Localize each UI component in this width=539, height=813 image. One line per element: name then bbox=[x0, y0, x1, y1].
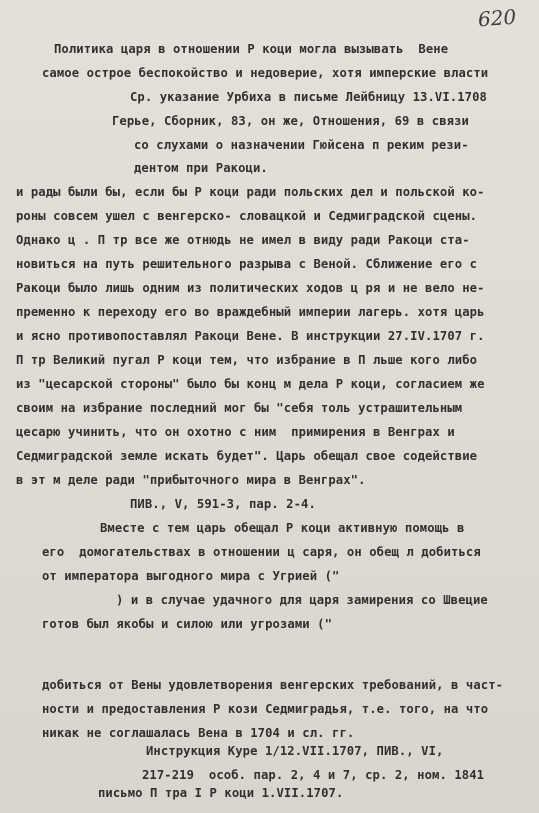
text-line: роны совсем ушел с венгерско- словацкой и Седмиградской сцены. bbox=[16, 209, 478, 223]
footnote-line: со слухами о назначении Гюйсена п реким рези- bbox=[134, 138, 469, 152]
citation-line: ПИВ., V, 591-3, пар. 2-4. bbox=[130, 497, 316, 511]
footnote-line: дентом при Ракоци. bbox=[134, 161, 268, 175]
text-line: от императора выгодного мира с Угрией (" bbox=[42, 569, 340, 583]
text-line: Политика царя в отношении Р коци могла вызывать Вене bbox=[54, 42, 449, 56]
text-line: и ясно противопоставлял Ракоци Вене. В инструкции 27.IV.1707 г. bbox=[16, 329, 485, 343]
text-line: из "цесарской стороны" было бы конц м дела Р коци, согласием же bbox=[16, 377, 485, 391]
text-line: своим на избрание последний мог бы "себя толь устрашительным bbox=[16, 401, 463, 415]
text-line: новиться на путь решительного разрыва с Веной. Сближение его с bbox=[16, 257, 478, 271]
text-line: П тр Великий пугал Р коци тем, что избрание в П льше кого либо bbox=[16, 353, 478, 367]
text-line: и рады были бы, если бы Р коци ради польских дел и польской ко- bbox=[16, 185, 485, 199]
text-line: Ракоци было лишь одним из политических ходов ц ря и не вело не- bbox=[16, 281, 485, 295]
text-line: ) и в случае удачного для царя замирения со Швецие bbox=[116, 593, 488, 607]
citation-line: письмо П тра I Р коци 1.VII.1707. bbox=[98, 786, 344, 800]
footnote-line: Герье, Сборник, 83, он же, Отношения, 69 в связи bbox=[112, 114, 469, 128]
text-line: ности и предоставления Р кози Седмиградья, т.е. того, на что bbox=[42, 702, 489, 716]
citation-line: Инструкция Куре 1/12.VII.1707, ПИВ., VI, bbox=[146, 744, 444, 758]
text-line: цесарю учинить, что он охотно с ним примирения в Венграх и bbox=[16, 425, 455, 439]
text-line: Вместе с тем царь обещал Р коци активную помощь в bbox=[100, 521, 465, 535]
text-line: добиться от Вены удовлетворения венгерских требований, в част- bbox=[42, 678, 504, 692]
page-number: 620 bbox=[477, 4, 517, 32]
text-line: Седмиградской земле искать будет". Царь обещал свое содействие bbox=[16, 449, 478, 463]
text-line: Однако ц . П тр все же отнюдь не имел в виду ради Ракоци ста- bbox=[16, 233, 470, 247]
text-line: его домогательствах в отношении ц саря, он обещ л добиться bbox=[42, 545, 481, 559]
text-line: самое острое беспокойство и недоверие, хотя имперские власти bbox=[42, 66, 489, 80]
footnote-line: Ср. указание Урбиха в письме Лейбницу 13.VI.1708 bbox=[130, 90, 487, 104]
text-line: пременно к переходу его во враждебный империи лагерь. хотя царь bbox=[16, 305, 485, 319]
text-line: в эт м деле ради "прибыточного мира в Венграх". bbox=[16, 473, 366, 487]
text-line: готов был якобы и силою или угрозами (" bbox=[42, 617, 333, 631]
text-line: никак не соглашалась Вена в 1704 и сл. гг. bbox=[42, 726, 355, 740]
citation-line: 217-219 особ. пар. 2, 4 и 7, ср. 2, ном. 1841 bbox=[142, 768, 485, 782]
